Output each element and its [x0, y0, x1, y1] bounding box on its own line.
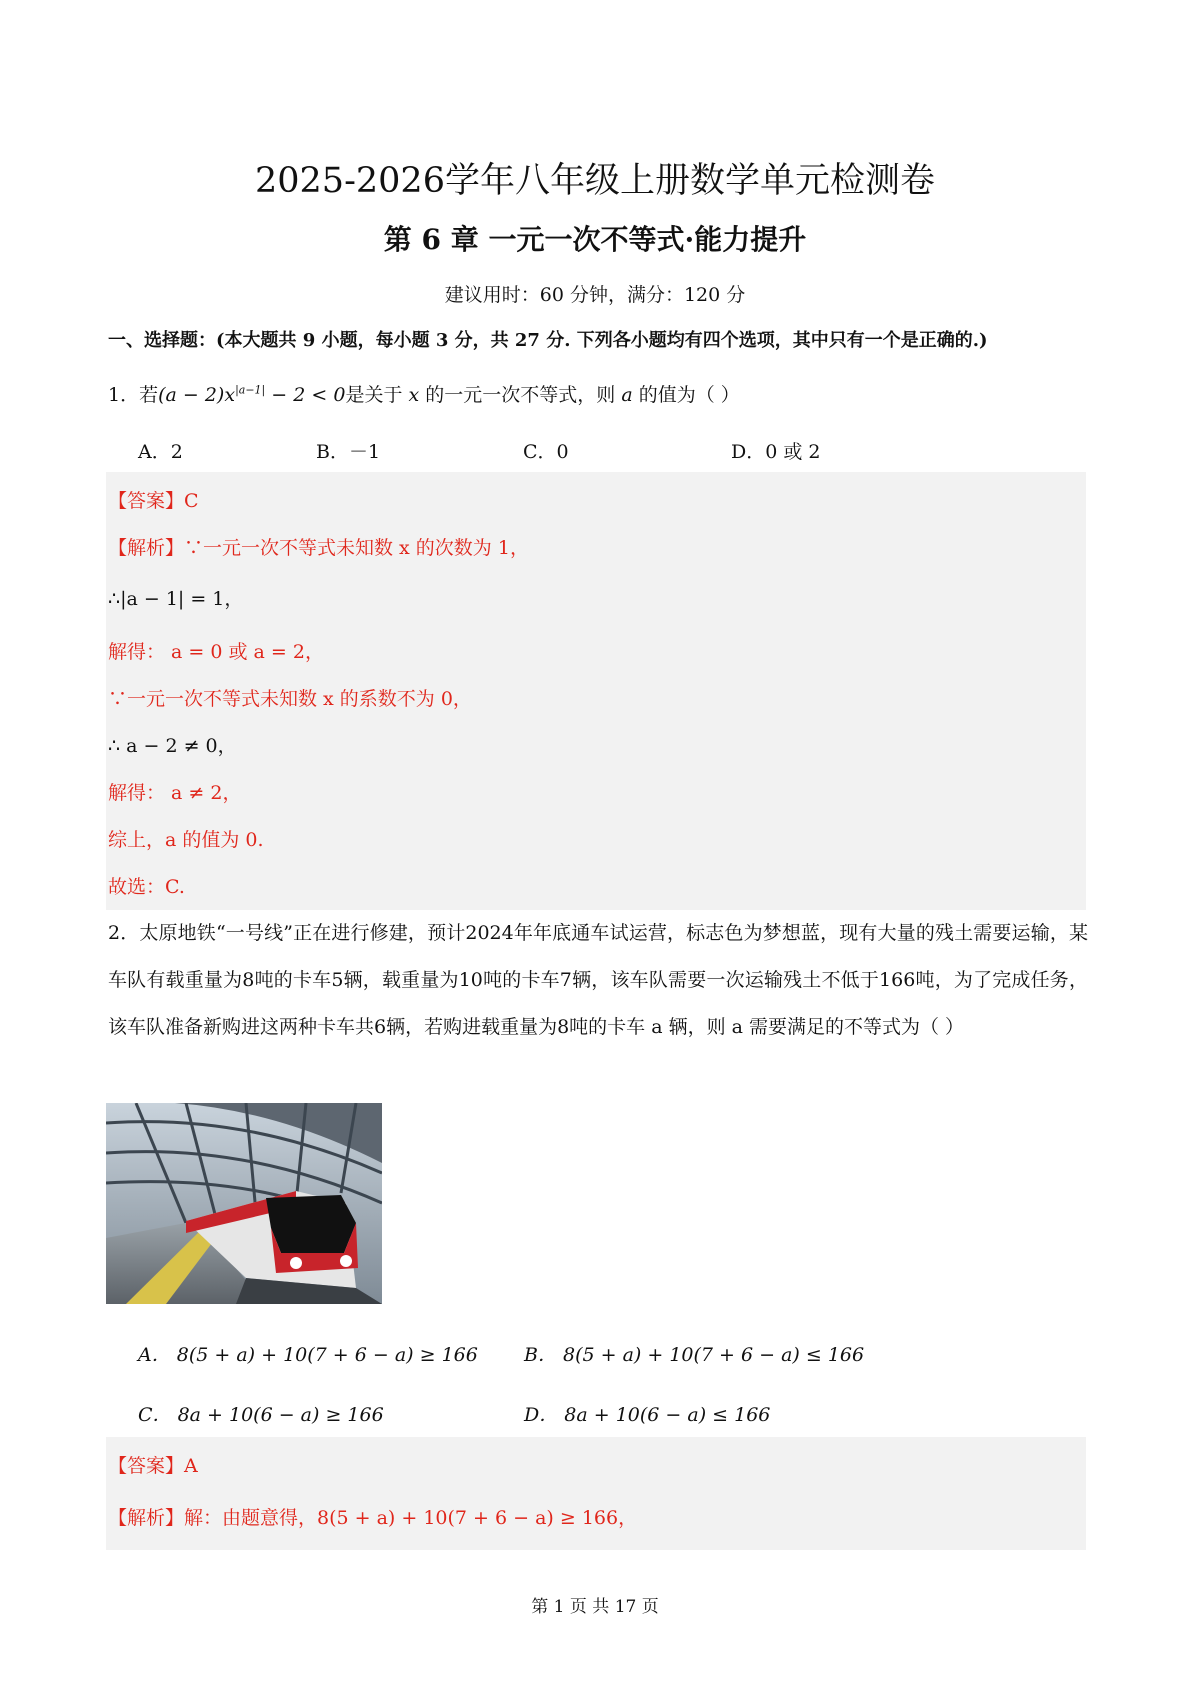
analysis-line: 解得： a ≠ 2，	[108, 782, 242, 804]
question-number: 1．	[108, 384, 140, 406]
question-1-stem: 1．若$(a - 2)x^{|a-1|} - 2 < 0$是关于 x 的一元一次不等式，则 a 的值为（ ）	[108, 383, 740, 406]
answer-line: 【答案】A	[108, 1455, 198, 1477]
page-title: 2025-2026学年八年级上册数学单元检测卷	[255, 161, 935, 201]
option-b: B．－1	[316, 441, 381, 463]
option-b: B． 8(5 + a) + 10(7 + 6 − a) ≤ 166	[524, 1344, 865, 1366]
option-a: A． 8(5 + a) + 10(7 + 6 − a) ≥ 166	[138, 1344, 478, 1366]
option-d: D．0 或 2	[731, 441, 821, 463]
section-heading: 一、选择题：(本大题共 9 小题，每小题 3 分，共 27 分. 下列各小题均有四个选项，其中只有一个是正确的.)	[108, 330, 988, 351]
train-photo	[106, 1103, 382, 1304]
math-expression: $(a - 2)x^{|a-1|} - 2 < 0$	[158, 383, 346, 406]
question-number: 2．	[108, 922, 140, 944]
analysis-line: 【解析】解：由题意得，8(5 + a) + 10(7 + 6 − a) ≥ 166，	[108, 1507, 638, 1529]
analysis-line: 解得： a = 0 或 a = 2，	[108, 641, 324, 663]
analysis-line: ∵一元一次不等式未知数 x 的系数不为 0，	[108, 688, 472, 710]
time-note: 建议用时：60 分钟，满分：120 分	[444, 284, 746, 306]
option-c: C． 8a + 10(6 − a) ≥ 166	[138, 1404, 384, 1426]
question-2-stem: 2．太原地铁“一号线”正在进行修建，预计2024年年底通车试运营，标志色为梦想蓝，现有大量的残土需要运输，某车队有载重量为8吨的卡车5辆，载重量为10吨的卡车7辆，该车队需要一次运输残土不低于166吨，为了完成任务，该车队准备新购进这两种卡车共6辆，若购进载重量为8吨的卡车 a 辆，则 a 需要满足的不等式为（ ）	[108, 922, 1088, 1038]
option-a: A．2	[138, 441, 183, 463]
page-footer: 第 1 页 共 17 页	[531, 1597, 659, 1617]
answer-box	[106, 1437, 1086, 1550]
analysis-line: 综上，a 的值为 0.	[108, 829, 264, 851]
analysis-line: 故选：C.	[108, 876, 185, 898]
analysis-line: ∴ a − 2 ≠ 0，	[108, 735, 237, 757]
option-c: C．0	[523, 441, 569, 463]
answer-box	[106, 472, 1086, 910]
analysis-line: 【解析】∵一元一次不等式未知数 x 的次数为 1，	[108, 537, 529, 559]
answer-line: 【答案】C	[108, 490, 199, 512]
chapter-title: 第 6 章 一元一次不等式·能力提升	[383, 223, 807, 256]
analysis-line: ∴|a − 1| = 1，	[108, 588, 244, 610]
option-d: D． 8a + 10(6 − a) ≤ 166	[524, 1404, 771, 1426]
